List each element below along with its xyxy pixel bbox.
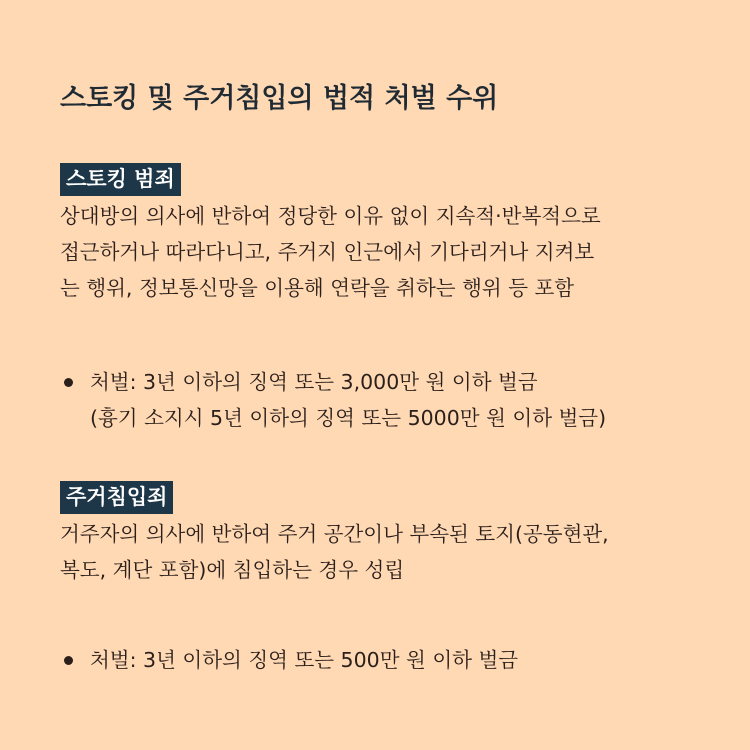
section-description-stalking: [60, 198, 700, 306]
penalty-line: 처벌: 3년 이하의 징역 또는 500만 원 이하 벌금: [90, 648, 519, 672]
page-title: 스토킹 및 주거침입의 법적 처벌 수위: [60, 83, 499, 114]
description-line: 거주자의 의사에 반하여 주거 공간이나 부속된 토지(공동현관,: [60, 522, 609, 546]
description-line: 복도, 계단 포함)에 침입하는 경우 성립: [60, 558, 405, 582]
penalty-line: (흉기 소지시 5년 이하의 징역 또는 5000만 원 이하 벌금): [90, 406, 607, 430]
penalty-bullet-trespass: [60, 642, 710, 678]
description-line: 상대방의 의사에 반하여 정당한 이유 없이 지속적·반복적으로: [60, 204, 601, 228]
bullet-dot-icon: [64, 378, 73, 387]
bullet-dot-icon: [64, 656, 73, 665]
description-line: 는 행위, 정보통신망을 이용해 연락을 취하는 행위 등 포함: [60, 276, 575, 300]
section-description-trespass: [60, 516, 700, 588]
description-line: 접근하거나 따라다니고, 주거지 인근에서 기다리거나 지켜보: [60, 240, 595, 264]
penalty-bullet-stalking: [60, 364, 710, 436]
section-tag-stalking: 스토킹 범죄: [60, 163, 181, 196]
section-tag-trespass: 주거침입죄: [60, 481, 173, 514]
penalty-line: 처벌: 3년 이하의 징역 또는 3,000만 원 이하 벌금: [90, 370, 538, 394]
